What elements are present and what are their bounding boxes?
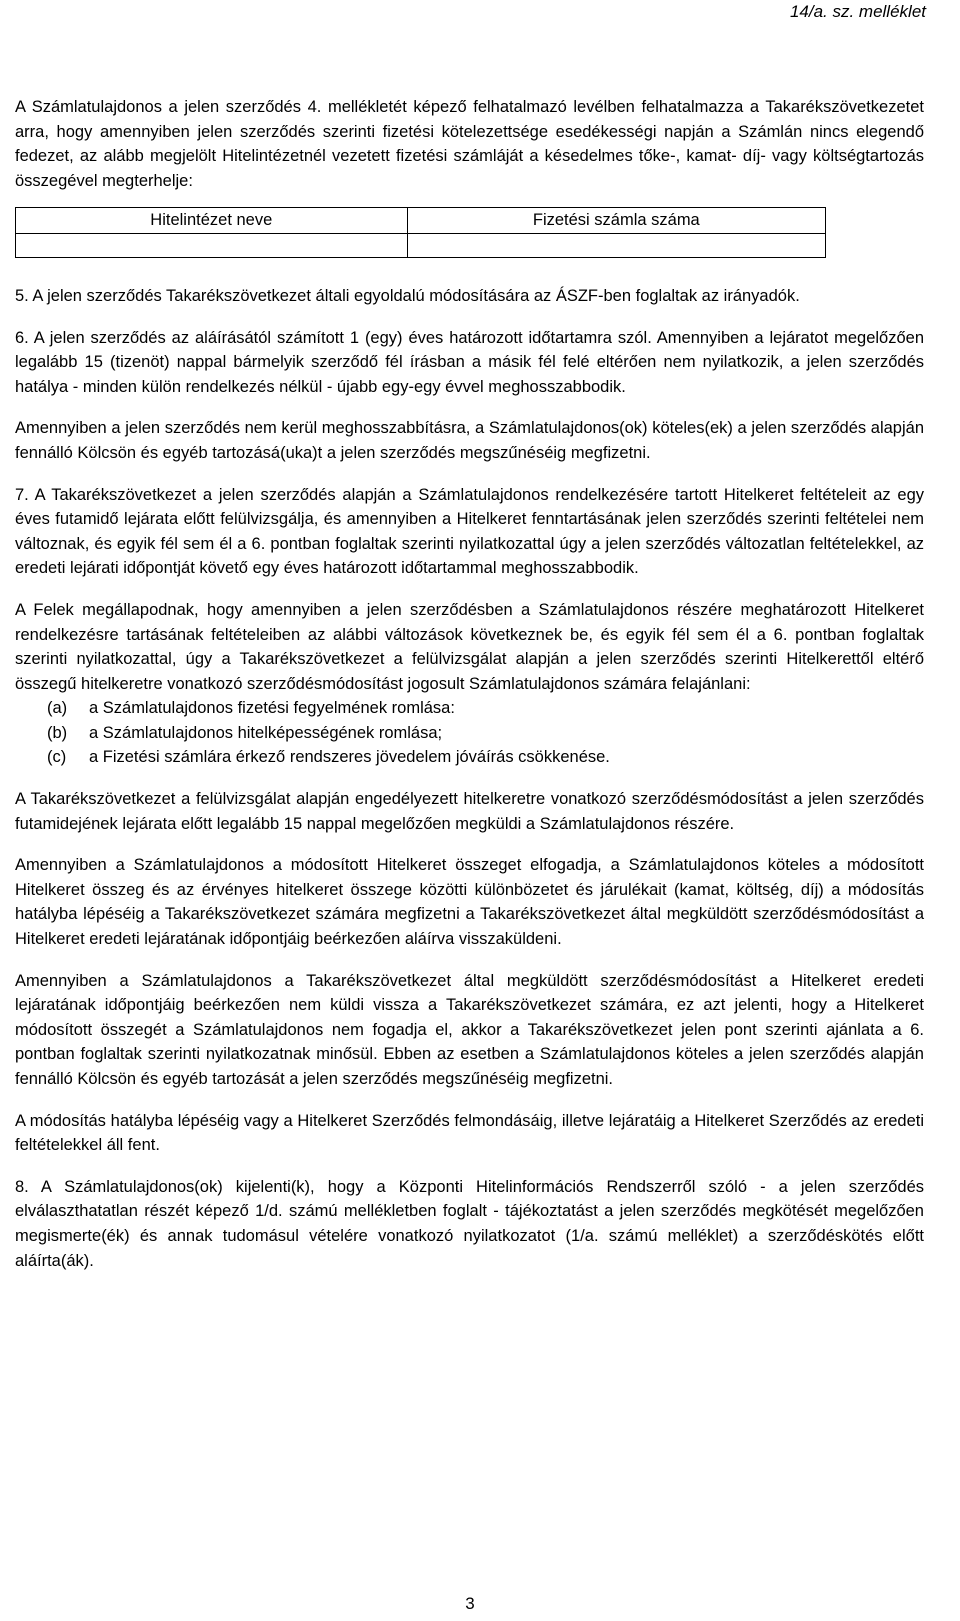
bank-account-table <box>15 207 826 258</box>
list-item-label: (c) <box>47 748 67 767</box>
account-number-cell <box>407 233 825 257</box>
list-item <box>47 696 924 721</box>
list-item-label: (a) <box>47 699 68 718</box>
list-item-text: a Számlatulajdonos fizetési fegyelmének romlása: <box>89 699 455 718</box>
bank-table-data-row <box>16 233 826 257</box>
list-item-label: (b) <box>47 723 68 742</box>
conditions-list <box>15 696 924 770</box>
paragraph-7: 7. A Takarékszövetkezet a jelen szerződés alapján a Számlatulajdonos rendelkezésére tartott Hitelkeret feltételeit az egy éves futamidő lejárata előtt felülvizsgálja, és amennyiben a Hitelkeret fenntartásának jelen szerződés szerinti feltételei nem változnak, és egyik fél sem él a 6. pontban foglaltak szerinti nyilatkozattal úgy a jelen szerződés változatlan feltételekkel, az eredeti lejárati időpontját követő egy éves határozott időtartammal meghosszabbodik. <box>15 485 924 578</box>
paragraph-7-validity: A módosítás hatályba lépéséig vagy a Hitelkeret Szerződés felmondásáig, illetve lejáratáig a Hitelkeret Szerződés az eredeti feltételekkel áll fent. <box>15 1111 924 1155</box>
paragraph-7-rejection: Amennyiben a Számlatulajdonos a Takarékszövetkezet által megküldött szerződésmódosítást a Hitelkeret eredeti lejáratának időpontjáig beérkezően nem küldi vissza a Takarékszövetkezet számára, ez azt jelenti, hogy a Hitelkeret módosított összegét a Számlatulajdonos nem fogadja el, akkor a Takarékszövetkezet jelen pont szerinti ajánlata a 6. pontban foglaltak szerinti nyilatkozatnak minősül. Ebben az esetben a Számlatulajdonos köteles a jelen szerződés alapján fennálló Kölcsön és egyéb tartozását a jelen szerződés megszűnéséig megfizetni. <box>15 971 924 1088</box>
paragraph-authorization: A Számlatulajdonos a jelen szerződés 4. mellékletét képező felhatalmazó levélben felhatalmazza a Takarékszövetkezetet arra, hogy amennyiben jelen szerződés szerinti fizetési kötelezettsége esedékességi napján a Számlán nincs elegendő fedezet, az alább megjelölt Hitelintézetnél vezetett fizetési számláját a késedelmes tőke-, kamat- díj- vagy költségtartozás összegével megterhelje: <box>15 98 924 190</box>
bank-table-header-row <box>16 208 826 234</box>
paragraph-7-modification: A Takarékszövetkezet a felülvizsgálat alapján engedélyezett hitelkeretre vonatkozó szerződésmódosítást a jelen szerződés futamidejének lejárata előtt legalább 15 nappal megelőzően megküldi a Számlatulajdonos részére. <box>15 790 924 833</box>
institution-name-cell <box>16 233 408 257</box>
list-item <box>47 745 924 770</box>
list-item-text: a Fizetési számlára érkező rendszeres jövedelem jóváírás csökkenése. <box>89 748 610 767</box>
paragraph-8: 8. A Számlatulajdonos(ok) kijelenti(k), hogy a Központi Hitelinformációs Rendszerről szóló - a jelen szerződés elválaszthatatlan részét képező 1/d. számú mellékletben foglalt - tájékoztatást a jelen szerződés megkötését megelőzően megismerte(ék) és annak tudomásul vételére vonatkozó nyilatkozatot (1/a. számú melléklet) a szerződéskötés előtt aláírta(ák). <box>15 1177 924 1270</box>
institution-name-header: Hitelintézet neve <box>16 208 408 234</box>
paragraph-6-extension: Amennyiben a jelen szerződés nem kerül meghosszabbításra, a Számlatulajdonos(ok) köteles(ek) a jelen szerződés alapján fennálló Kölcsön és egyéb tartozásá(uka)t a jelen szerződés megszűnéséig megfizetni. <box>15 419 924 462</box>
paragraph-5: 5. A jelen szerződés Takarékszövetkezet általi egyoldalú módosítására az ÁSZF-ben foglaltak az irányadók. <box>15 286 800 305</box>
list-item <box>47 721 924 746</box>
paragraph-7-conditions: A Felek megállapodnak, hogy amennyiben a jelen szerződésben a Számlatulajdonos részére meghatározott Hitelkeret rendelkezésre tartásának feltételeiben az alábbi változások következnek be, és egyik fél sem él a 6. pontban foglaltak szerinti nyilatkozattal, úgy a Takarékszövetkezet a felülvizsgálat alapján a jelen szerződés szerinti Hitelkerettől eltérő összegű hitelkeretre vonatkozó szerződésmódosítást jogosult Számlatulajdonos számára felajánlani: <box>15 600 924 693</box>
list-item-text: a Számlatulajdonos hitelképességének romlása; <box>89 723 443 742</box>
account-number-header: Fizetési számla száma <box>407 208 825 234</box>
page-number: 3 <box>465 1594 475 1613</box>
paragraph-6: 6. A jelen szerződés az aláírásától számított 1 (egy) éves határozott időtartamra szól. Amennyiben a lejáratot megelőzően legalább 15 (tizenöt) nappal bármelyik szerződő fél írásban a másik fél felé eltérően nem nyilatkozik, a jelen szerződés hatálya - minden külön rendelkezés nélkül - újabb egy-egy évvel meghosszabbodik. <box>15 328 924 396</box>
paragraph-7-acceptance: Amennyiben a Számlatulajdonos a módosított Hitelkeret összeget elfogadja, a Számlatulajdonos köteles a módosított Hitelkeret összeg és az érvényes hitelkeret összege közötti különbözetet és járulékait (kamat, költség, díj) a módosítás hatályba lépéséig a Takarékszövetkezet számára megfizetni a Takarékszövetkezet által megküldött szerződésmódosítást a Hitelkeret eredeti lejáratának időpontjáig beérkezően aláírva visszaküldeni. <box>15 856 924 949</box>
annex-label: 14/a. sz. melléklet <box>789 2 926 21</box>
document-body <box>15 95 924 1273</box>
